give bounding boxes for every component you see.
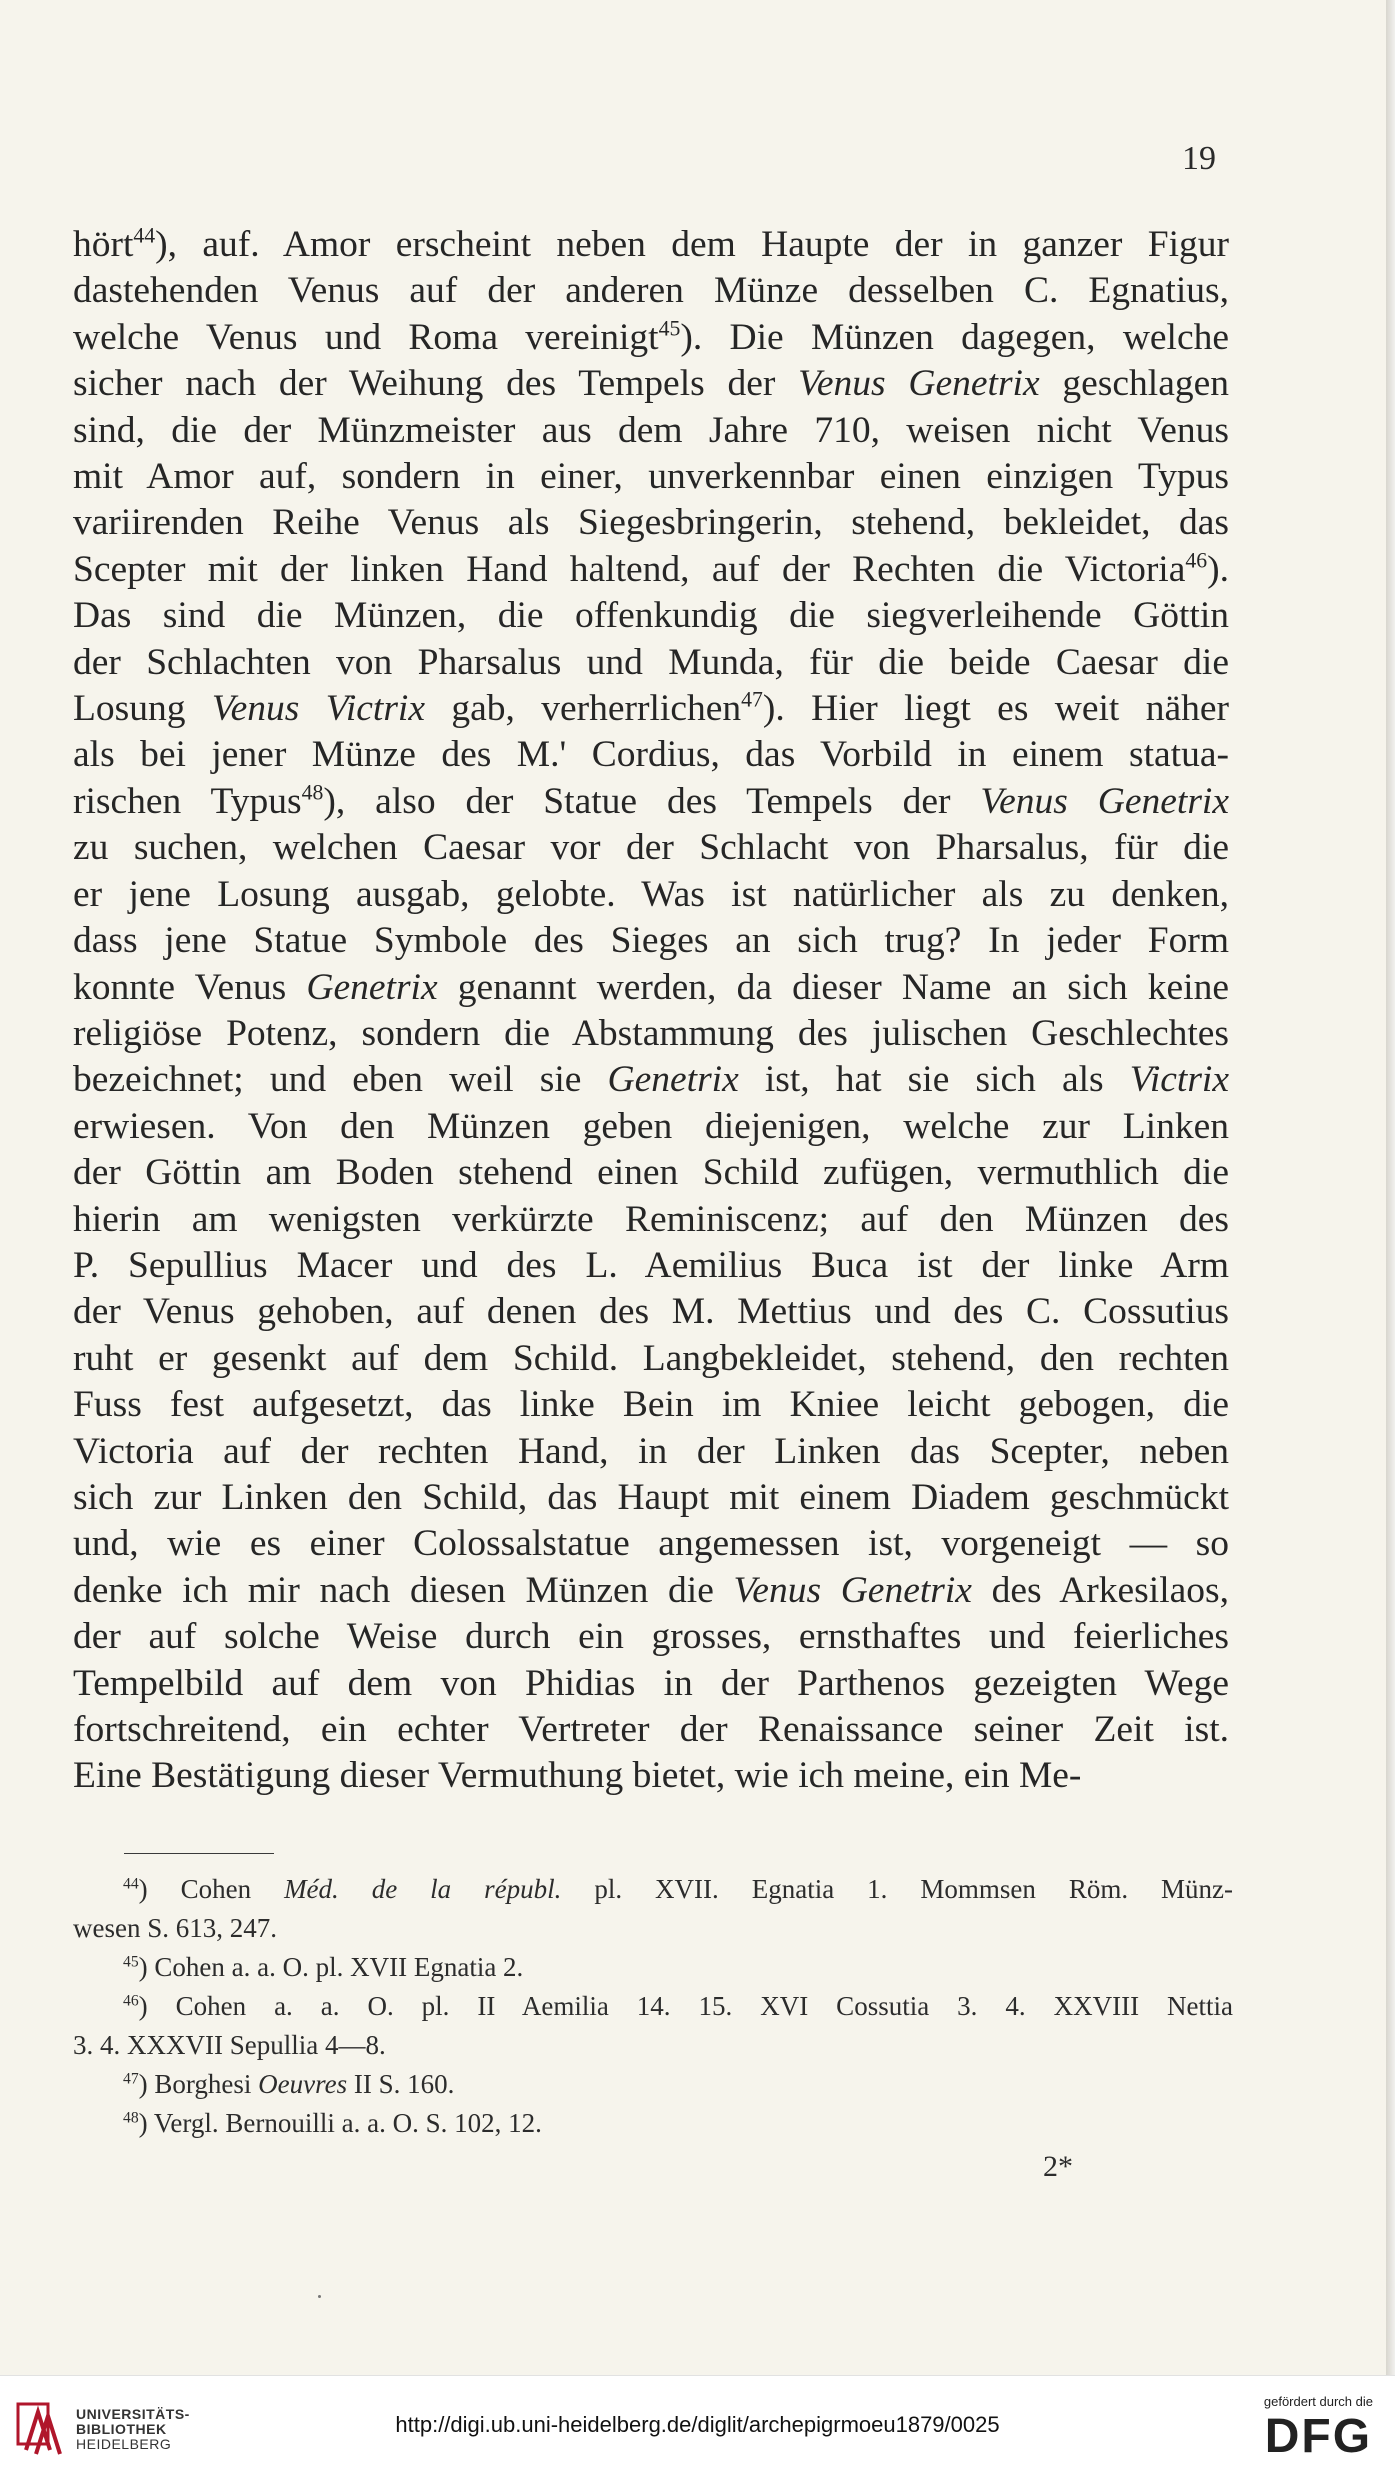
footnote-ref: 47 xyxy=(123,2070,139,2088)
footnote-line xyxy=(73,2065,1233,2104)
text-line xyxy=(73,1057,1229,1103)
text-line xyxy=(73,1150,1229,1196)
italic-text: Venus Genetrix xyxy=(798,363,1040,405)
text-segment: ) Cohen a. a. O. pl. XVII Egnatia 2. xyxy=(138,1952,524,1982)
text-segment: wesen S. 613, 247. xyxy=(73,1913,277,1943)
italic-text: Méd. de la républ. xyxy=(284,1874,562,1904)
text-line xyxy=(73,779,1229,825)
text-line xyxy=(73,965,1229,1011)
italic-text: Victrix xyxy=(1129,1059,1229,1101)
text-segment: der auf solche Weise durch ein grosses, ernsthaftes und feierliches xyxy=(73,1616,1229,1658)
text-segment: sind, die der Münzmeister aus dem Jahre 710, weisen nicht Venus xyxy=(73,409,1229,451)
footnote-line xyxy=(73,1870,1233,1909)
text-line xyxy=(73,1429,1229,1475)
text-line xyxy=(73,361,1229,407)
footnote-ref: 47 xyxy=(741,687,763,712)
italic-text: Venus Genetrix xyxy=(980,780,1229,822)
text-line xyxy=(73,454,1229,500)
text-segment: sicher nach der Weihung des Tempels der xyxy=(73,363,799,405)
dfg-logo: DFG xyxy=(1264,2410,1373,2463)
text-segment: 3. 4. XXXVII Sepullia 4—8. xyxy=(73,2030,386,2060)
text-segment: bezeichnet; und eben weil sie xyxy=(73,1059,608,1101)
text-segment: hierin am wenigsten verkürzte Reminiscenz; auf den Münzen des xyxy=(73,1198,1229,1240)
text-segment: dass jene Statue Symbole des Sieges an sich trug? In jeder Form xyxy=(73,920,1229,962)
text-segment: geschlagen xyxy=(1039,363,1229,405)
text-line xyxy=(73,825,1229,871)
footnote-ref: 46 xyxy=(123,1992,139,2010)
text-line xyxy=(73,1382,1229,1428)
text-segment: er jene Losung ausgab, gelobte. Was ist natürlicher als zu denken, xyxy=(73,873,1229,915)
text-segment: dastehenden Venus auf der anderen Münze desselben C. Egnatius, xyxy=(73,270,1229,312)
text-line xyxy=(73,1661,1229,1707)
text-line xyxy=(73,268,1229,314)
footnote-ref: 45 xyxy=(658,316,681,341)
text-segment: genannt werden, da dieser Name an sich keine xyxy=(437,966,1229,1008)
text-segment: ) Vergl. Bernouilli a. a. O. S. 102, 12. xyxy=(138,2108,542,2138)
text-segment: fortschreitend, ein echter Vertreter der Renaissance seiner Zeit ist. xyxy=(73,1709,1229,1750)
text-segment: ) Borghesi xyxy=(138,2069,259,2099)
text-line xyxy=(73,1289,1229,1335)
italic-text: Genetrix xyxy=(607,1059,739,1101)
text-segment: variirenden Reihe Venus als Siegesbringerin, stehend, bekleidet, das xyxy=(73,502,1229,544)
text-line xyxy=(73,1197,1229,1243)
italic-text: Venus Victrix xyxy=(211,688,425,730)
text-segment: der Göttin am Boden stehend einen Schild zufügen, vermuthlich die xyxy=(73,1152,1229,1194)
text-segment: Victoria auf der rechten Hand, in der Linken das Scepter, neben xyxy=(73,1430,1229,1472)
text-segment: religiöse Potenz, sondern die Abstammung des julischen Geschlechtes xyxy=(73,1012,1229,1054)
footnote-line xyxy=(73,1987,1233,2026)
text-segment: ruht er gesenkt auf dem Schild. Langbekleidet, stehend, den rechten xyxy=(73,1337,1229,1379)
signature-mark: 2* xyxy=(1043,2150,1073,2183)
text-segment: pl. XVII. Egnatia 1. Mommsen Röm. Münz- xyxy=(561,1874,1234,1904)
text-segment: konnte Venus xyxy=(73,966,307,1008)
text-segment: ). xyxy=(1207,548,1229,590)
text-segment: als bei jener Münze des M.' Cordius, das Vorbild in einem statua- xyxy=(73,734,1229,776)
text-line xyxy=(73,222,1229,268)
text-segment: ) Cohen xyxy=(138,1874,285,1904)
text-segment: gab, verherrlichen xyxy=(425,688,742,730)
text-segment: Eine Bestätigung dieser Vermuthung bietet, wie ich meine, ein Me- xyxy=(73,1755,1082,1797)
document-url-link[interactable]: http://digi.ub.uni-heidelberg.de/diglit/archepigrmoeu1879/0025 xyxy=(395,2412,1000,2437)
text-segment: Fuss fest aufgesetzt, das linke Bein im Kniee leicht gebogen, die xyxy=(73,1384,1229,1426)
text-segment: Das sind die Münzen, die offenkundig die siegverleihende Göttin xyxy=(73,595,1229,637)
footnote-rule xyxy=(124,1853,274,1854)
viewer-footer xyxy=(0,2375,1395,2479)
footnote-line xyxy=(73,1909,1233,1948)
footnote-ref: 44 xyxy=(133,223,156,248)
text-segment: zu suchen, welchen Caesar vor der Schlacht von Pharsalus, für die xyxy=(73,827,1229,869)
text-line xyxy=(73,1336,1229,1382)
footnote-ref: 48 xyxy=(123,2109,139,2127)
text-line xyxy=(73,547,1229,593)
text-line xyxy=(73,315,1229,361)
text-segment: rischen Typus xyxy=(73,780,302,822)
footnote-ref: 46 xyxy=(1185,548,1208,573)
text-line xyxy=(73,500,1229,546)
text-line xyxy=(73,1104,1229,1150)
text-segment: erwiesen. Von den Münzen geben diejenigen, welche zur Linken xyxy=(73,1105,1229,1147)
text-line xyxy=(73,918,1229,964)
text-segment: ), also der Statue des Tempels der xyxy=(323,780,981,822)
text-line xyxy=(73,593,1229,639)
text-line xyxy=(73,1753,1229,1799)
text-segment: ). Hier liegt es weit näher xyxy=(762,688,1229,730)
sponsor-note: gefördert durch die xyxy=(1263,2394,1373,2409)
text-segment: ). Die Münzen dagegen, welche xyxy=(680,316,1229,358)
italic-text: Genetrix xyxy=(306,966,438,1008)
page-edge xyxy=(1386,0,1395,2375)
text-segment: ), auf. Amor erscheint neben dem Haupte der in ganzer Figur xyxy=(155,224,1229,265)
sponsor-block xyxy=(1264,2394,1373,2461)
text-segment: Scepter mit der linken Hand haltend, auf der Rechten die Victoria xyxy=(73,548,1186,590)
library-name-line: HEIDELBERG xyxy=(76,2436,172,2452)
italic-text: Oeuvres xyxy=(258,2069,348,2099)
text-line xyxy=(73,872,1229,918)
text-segment: ) Cohen a. a. O. pl. II Aemilia 14. 15. XVI Cossutia 3. 4. XXVIII Nettia xyxy=(138,1991,1233,2021)
text-segment: mit Amor auf, sondern in einer, unverkennbar einen einzigen Typus xyxy=(73,456,1229,498)
library-name-line: BIBLIOTHEK xyxy=(76,2421,167,2437)
text-line xyxy=(73,686,1229,732)
text-line xyxy=(73,408,1229,454)
text-segment: P. Sepullius Macer und des L. Aemilius Buca ist der linke Arm xyxy=(73,1244,1229,1286)
scan-speck xyxy=(318,2295,321,2298)
text-line xyxy=(73,732,1229,778)
page-number: 19 xyxy=(1182,140,1216,177)
footnote-line xyxy=(73,1948,1233,1987)
text-segment: Tempelbild auf dem von Phidias in der Parthenos gezeigten Wege xyxy=(73,1662,1229,1704)
text-segment: der Schlachten von Pharsalus und Munda, für die beide Caesar die xyxy=(73,641,1229,683)
footnote-line xyxy=(73,2104,1233,2143)
text-segment: Losung xyxy=(73,688,212,730)
text-segment: des Arkesilaos, xyxy=(971,1569,1229,1611)
italic-text: Venus Genetrix xyxy=(733,1569,972,1611)
text-segment: hört xyxy=(73,224,134,265)
text-segment: II S. 160. xyxy=(347,2069,455,2099)
text-line xyxy=(73,1521,1229,1567)
text-line xyxy=(73,640,1229,686)
text-segment: welche Venus und Roma vereinigt xyxy=(73,316,659,358)
text-segment: denke ich mir nach diesen Münzen die xyxy=(73,1569,734,1611)
footnotes xyxy=(73,1870,1233,2143)
text-line xyxy=(73,1475,1229,1521)
text-segment: sich zur Linken den Schild, das Haupt mit einem Diadem geschmückt xyxy=(73,1476,1229,1518)
footnote-ref: 48 xyxy=(301,780,324,805)
footnote-ref: 45 xyxy=(123,1953,139,1971)
text-line xyxy=(73,1614,1229,1660)
text-segment: ist, hat sie sich als xyxy=(738,1059,1130,1101)
library-name-line: UNIVERSITÄTS- xyxy=(76,2406,190,2422)
text-line xyxy=(73,1243,1229,1289)
text-segment: der Venus gehoben, auf denen des M. Mettius und des C. Cossutius xyxy=(73,1291,1229,1333)
footnote-ref: 44 xyxy=(123,1875,139,1893)
text-line xyxy=(73,1568,1229,1614)
body-text xyxy=(73,222,1229,1800)
text-line xyxy=(73,1707,1229,1753)
text-segment: und, wie es einer Colossalstatue angemessen ist, vorgeneigt — so xyxy=(73,1523,1229,1565)
text-line xyxy=(73,1011,1229,1057)
footnote-line xyxy=(73,2026,1233,2065)
